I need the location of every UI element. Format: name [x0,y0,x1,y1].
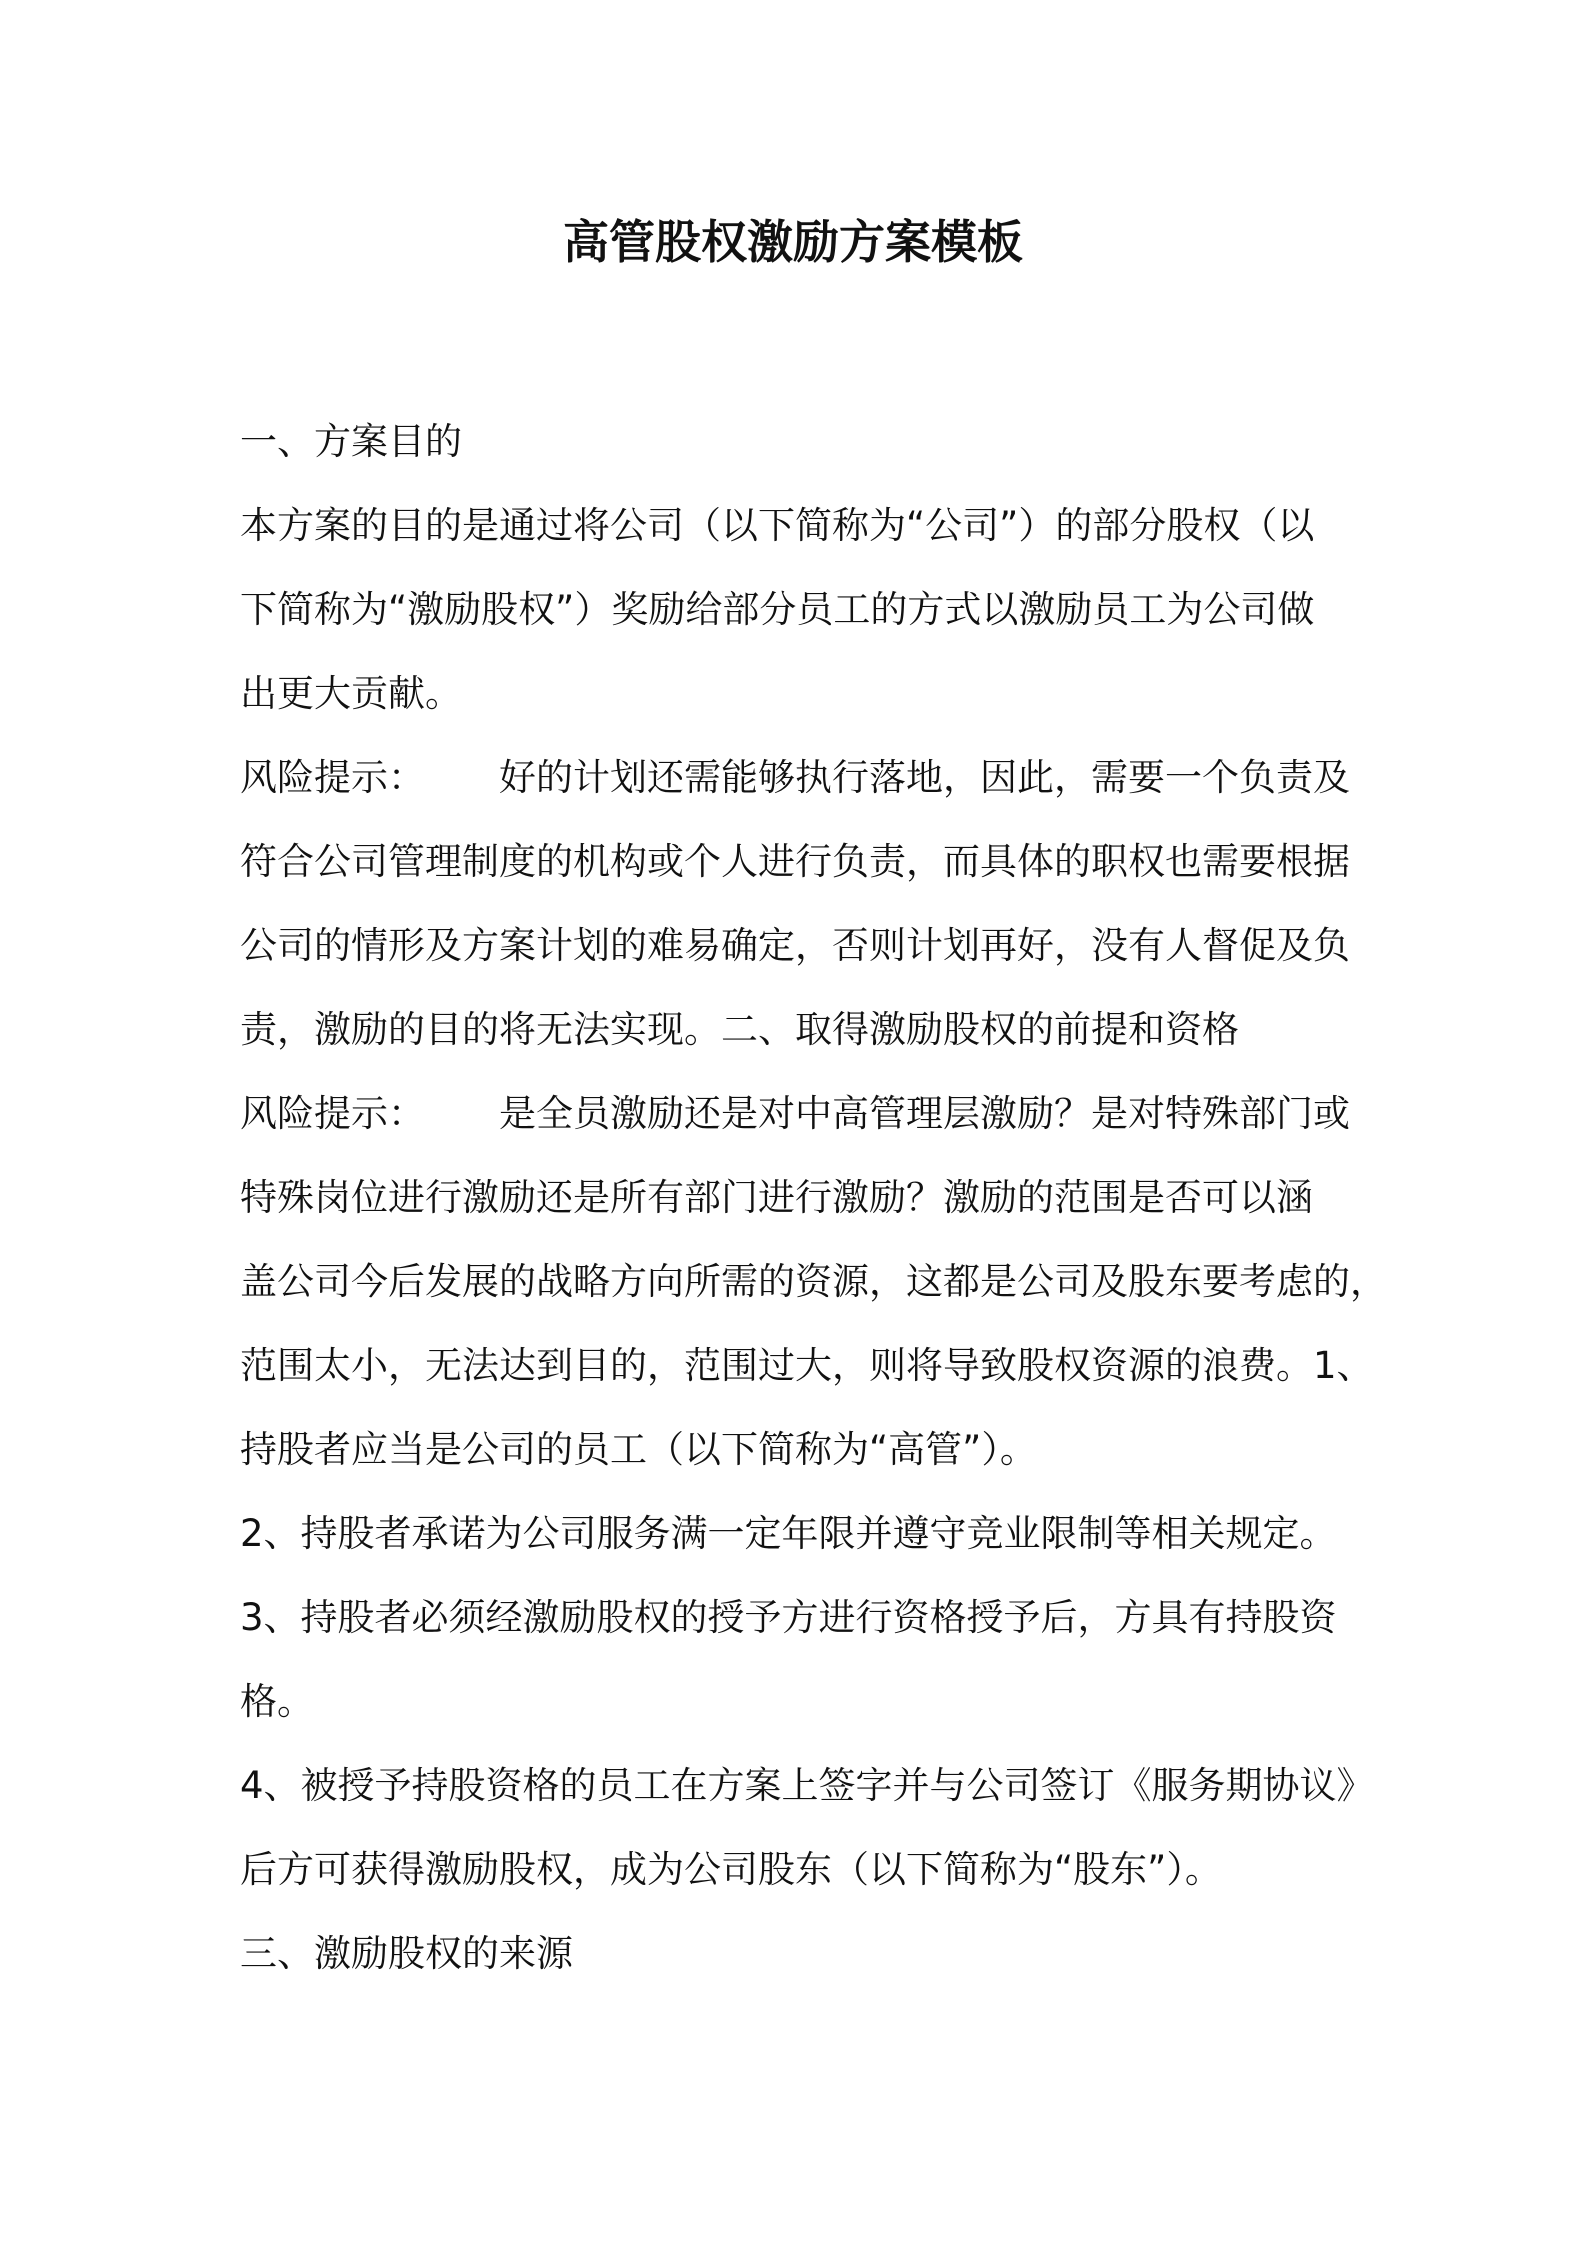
document-title: 高管股权激励方案模板 [563,215,1023,269]
paragraph-line: 格。 [240,1680,314,1723]
list-item-3: 3、持股者必须经激励股权的授予方进行资格授予后，方具有持股资 [240,1596,1337,1639]
risk-note-line [240,1072,1360,1156]
risk-text: 好的计划还需能够执行落地，因此，需要一个负责及 [499,756,1350,799]
paragraph-line: 符合公司管理制度的机构或个人进行负责，而具体的职权也需要根据 [240,840,1350,883]
document-body [240,400,1387,1996]
paragraph-line: 出更大贡献。 [240,672,462,715]
paragraph-line: 盖公司今后发展的战略方向所需的资源，这都是公司及股东要考虑的， [240,1260,1387,1303]
paragraph-line: 公司的情形及方案计划的难易确定，否则计划再好，没有人督促及负 [240,924,1350,967]
paragraph-line: 范围太小，无法达到目的，范围过大，则将导致股权资源的浪费。1、 [240,1344,1374,1387]
risk-label: 风险提示： [240,756,425,799]
section-heading-1: 一、方案目的 [240,420,462,463]
section-heading-3: 三、激励股权的来源 [240,1932,573,1975]
risk-note-line [240,736,1360,820]
paragraph-line: 下简称为“激励股权”）奖励给部分员工的方式以激励员工为公司做 [240,588,1315,631]
list-item-4: 4、被授予持股资格的员工在方案上签字并与公司签订《服务期协议》 [240,1764,1374,1807]
risk-label: 风险提示： [240,1092,425,1135]
risk-text: 是全员激励还是对中高管理层激励？是对特殊部门或 [499,1092,1350,1135]
paragraph-line: 后方可获得激励股权，成为公司股东（以下简称为“股东”）。 [240,1848,1222,1891]
paragraph-line: 特殊岗位进行激励还是所有部门进行激励？激励的范围是否可以涵 [240,1176,1313,1219]
paragraph-line: 责，激励的目的将无法实现。二、取得激励股权的前提和资格 [240,1008,1239,1051]
list-item-2: 2、持股者承诺为公司服务满一定年限并遵守竞业限制等相关规定。 [240,1512,1337,1555]
paragraph-line: 本方案的目的是通过将公司（以下简称为“公司”）的部分股权（以 [240,504,1315,547]
paragraph-line: 持股者应当是公司的员工（以下简称为“高管”）。 [240,1428,1037,1471]
